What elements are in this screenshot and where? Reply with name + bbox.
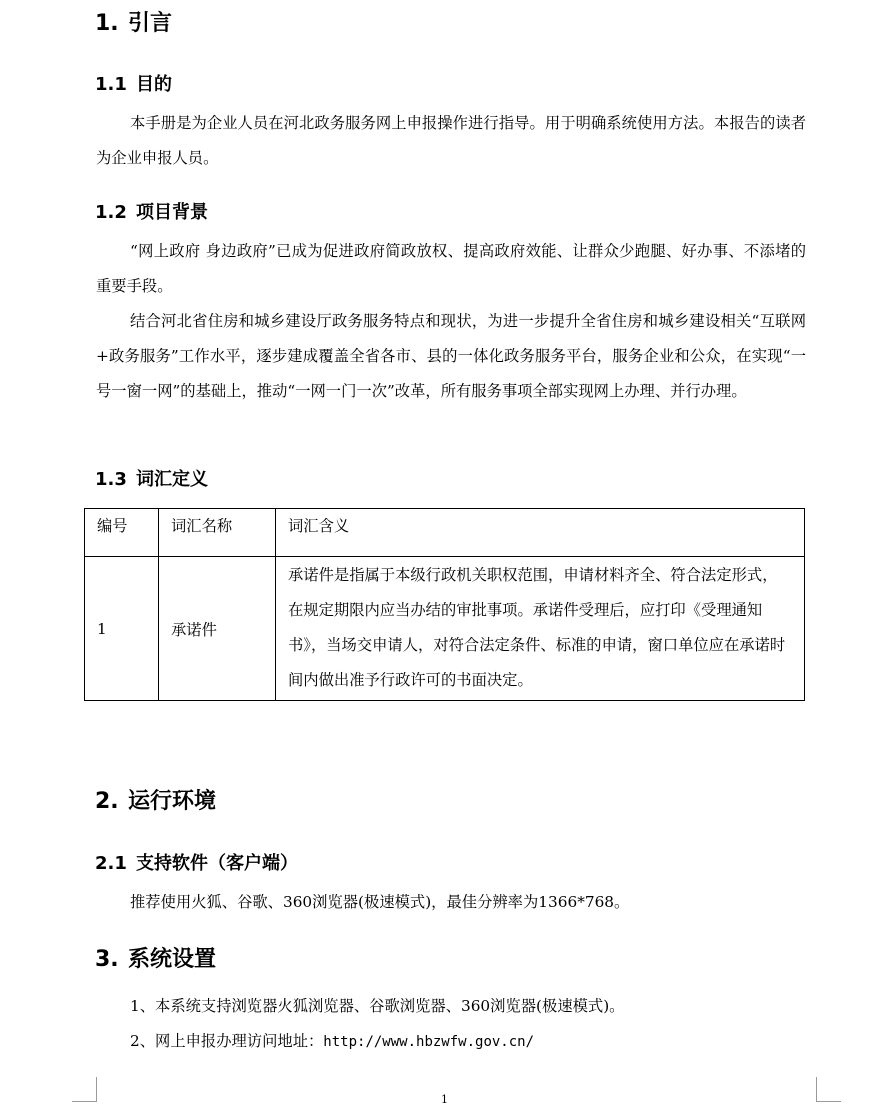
page-corner-mark-left — [72, 1077, 97, 1102]
section-number: 2.1 — [95, 853, 127, 874]
column-header-number: 编号 — [85, 509, 159, 557]
section-number: 1.2 — [95, 202, 127, 223]
section-number: 1.3 — [95, 469, 127, 490]
section-number: 3. — [95, 947, 119, 972]
list-item — [130, 1024, 534, 1060]
table-header-row — [85, 509, 805, 557]
table-row — [85, 557, 805, 701]
vocabulary-table — [84, 508, 805, 701]
purpose-paragraph: 本手册是为企业人员在河北政务服务网上申报操作进行指导。用于明确系统使用方法。本报告的读者为企业申报人员。 — [96, 114, 806, 167]
section-2-1-heading — [95, 852, 298, 876]
cell-number: 1 — [85, 557, 159, 701]
section-1-3-heading — [95, 468, 208, 492]
section-number: 2. — [95, 789, 119, 814]
section-title: 运行环境 — [128, 789, 217, 814]
software-paragraph: 推荐使用火狐、谷歌、360浏览器(极速模式)，最佳分辨率为1366*768。 — [130, 893, 630, 911]
cell-term: 承诺件 — [159, 557, 276, 701]
cell-definition: 承诺件是指属于本级行政机关职权范围，申请材料齐全、符合法定形式，在规定期限内应当办结的审批事项。承诺件受理后，应打印《受理通知书》，当场交申请人，对符合法定条件、标准的申请，窗口单位应在承诺时间内做出准予行政许可的书面决定。 — [276, 557, 805, 701]
section-title: 引言 — [128, 11, 173, 36]
section-title: 目的 — [136, 74, 172, 95]
section-number: 1. — [95, 11, 119, 36]
list-item-label: 2、网上申报办理访问地址： — [130, 1032, 324, 1050]
column-header-definition: 词汇含义 — [276, 509, 805, 557]
column-header-term: 词汇名称 — [159, 509, 276, 557]
page-corner-mark-right — [816, 1077, 841, 1102]
section-1-heading — [95, 10, 172, 38]
section-title: 系统设置 — [128, 947, 217, 972]
section-title: 支持软件（客户端） — [136, 853, 298, 874]
section-1-2-heading — [95, 201, 208, 225]
section-title: 词汇定义 — [136, 469, 208, 490]
page-number: 1 — [441, 1093, 448, 1106]
section-number: 1.1 — [95, 74, 127, 95]
section-title: 项目背景 — [136, 202, 208, 223]
background-paragraph-2: 结合河北省住房和城乡建设厅政务服务特点和现状，为进一步提升全省住房和城乡建设相关“互联网+政务服务”工作水平，逐步建成覆盖全省各市、县的一体化政务服务平台，服务企业和公众，在实现“一号一窗一网”的基础上，推动“一网一门一次”改革，所有服务事项全部实现网上办理、并行办理。 — [96, 312, 806, 400]
section-1-1-heading — [95, 73, 172, 97]
background-paragraph-1: “网上政府 身边政府”已成为促进政府简政放权、提高政府效能、让群众少跑腿、好办事、不添堵的重要手段。 — [96, 242, 806, 295]
access-url-link[interactable]: http://www.hbzwfw.gov.cn/ — [323, 1034, 535, 1050]
list-item: 1、本系统支持浏览器火狐浏览器、谷歌浏览器、360浏览器(极速模式)。 — [130, 997, 625, 1015]
section-3-heading — [95, 946, 216, 974]
section-2-heading — [95, 788, 216, 816]
